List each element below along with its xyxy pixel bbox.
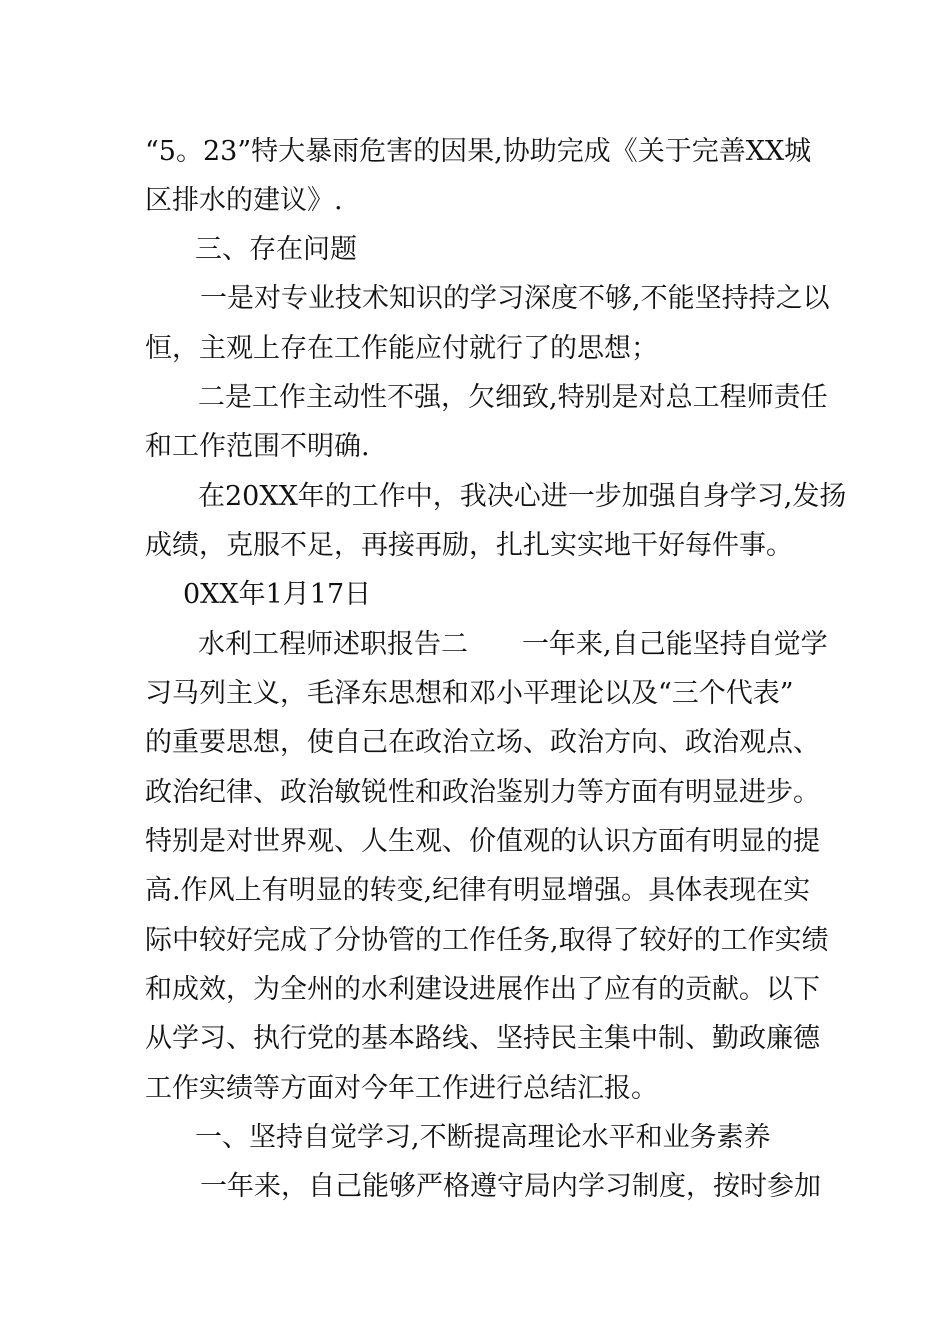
section-heading: 一、坚持自觉学习,不断提高理论水平和业务素养 — [195, 1122, 771, 1153]
text-line: 成绩，克服不足，再接再励，扎扎实实地干好每件事。 — [145, 530, 793, 561]
section-heading: 三、存在问题 — [195, 234, 357, 265]
text-line: 在20XX年的工作中，我决心进一步加强自身学习,发扬 — [198, 481, 847, 512]
text-line: 恒，主观上存在工作能应付就行了的思想； — [145, 333, 658, 364]
text-line: 习马列主义，毛泽东思想和邓小平理论以及“三个代表” — [145, 678, 794, 709]
text-line: 从学习、执行党的基本路线、坚持民主集中制、勤政廉德 — [145, 1023, 820, 1054]
text-line: 高.作风上有明显的转变,纪律有明显增强。具体表现在实 — [145, 875, 811, 906]
text-line: 和工作范围不明确. — [145, 431, 370, 462]
text-line: 特别是对世界观、人生观、价值观的认识方面有明显的提 — [145, 826, 820, 857]
text-line: 际中较好完成了分协管的工作任务,取得了较好的工作实绩 — [145, 925, 829, 956]
text-line: 工作实绩等方面对今年工作进行总结汇报。 — [145, 1073, 658, 1104]
text-line: 一年来，自己能够严格遵守局内学习制度，按时参加 — [200, 1171, 821, 1202]
report-title-line: 水利工程师述职报告二 一年来,自己能坚持自觉学 — [198, 629, 828, 660]
text-line: 一是对专业技术知识的学习深度不够,不能坚持持之以 — [200, 283, 830, 314]
text-line: 区排水的建议》. — [145, 185, 343, 216]
date-line: 0XX年1月17日 — [183, 579, 372, 610]
text-line: 和成效，为全州的水利建设进展作出了应有的贡献。以下 — [145, 974, 820, 1005]
text-line: 政治纪律、政治敏锐性和政治鉴别力等方面有明显进步。 — [145, 777, 820, 808]
text-line: “5。23”特大暴雨危害的因果,协助完成《关于完善XX城 — [145, 136, 812, 167]
text-line: 的重要思想，使自己在政治立场、政治方向、政治观点、 — [145, 727, 820, 758]
text-line: 二是工作主动性不强，欠细致,特别是对总工程师责任 — [198, 382, 828, 413]
